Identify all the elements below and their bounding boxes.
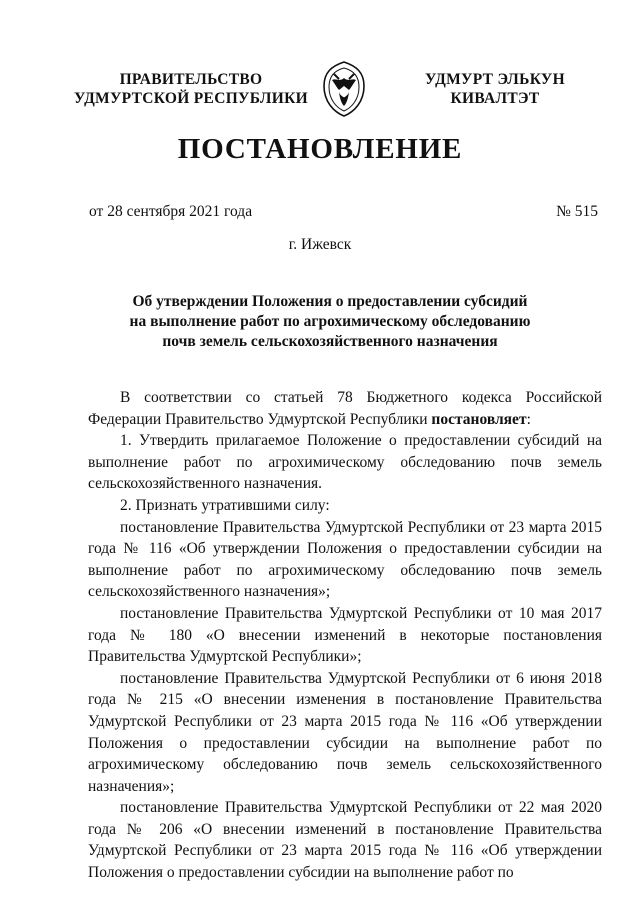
coat-of-arms-icon [320,60,368,118]
issuer-line-2: УДМУРТСКОЙ РЕСПУБЛИКИ [73,90,308,107]
document-title: ПОСТАНОВЛЕНИЕ [177,133,463,165]
issuer-line-1: ПРАВИТЕЛЬСТВО [119,71,263,88]
document-number: № 515 [556,203,598,220]
paragraph-item-2: 2. Признать утратившими силу: [120,496,330,514]
preamble-colon: : [526,410,531,428]
document-body [88,387,602,884]
paragraph-item-1: 1. Утвердить прилагаемое Положение о предоставлении субсидий на выполнение работ по агрохимическому обследованию почв земель сельскохозяйственного назначения. [88,432,602,493]
issuer-name-udmurt [395,70,595,108]
issuer-udmurt-line-2: КИВАЛТЭТ [450,90,540,107]
issuer-name-russian [66,70,316,108]
paragraph-repealed-3: постановление Правительства Удмуртской Республики от 6 июня 2018 года № 215 «О внесении изменения в постановление Правительства Удмуртской Республики от 23 марта 2015 года № 116 «Об утверждении Положения о предоставлении субсидии на выполнение работ по агрохимическому обследованию почв земель сельскохозяйственного назначения»; [88,669,602,795]
document-city: г. Ижевск [288,236,352,253]
preamble-keyword: постановляет [431,410,527,428]
document-date: от 28 сентября 2021 года [89,203,253,220]
preamble-text: В соответствии со статьей 78 Бюджетного кодекса Российской Федерации Правительство Удмуртской Республики [88,389,602,428]
issuer-udmurt-line-1: УДМУРТ ЭЛЬКУН [425,71,565,88]
paragraph-repealed-4: постановление Правительства Удмуртской Республики от 22 мая 2020 года № 206 «О внесении изменений в постановление Правительства Удмуртской Республики от 23 марта 2015 года № 116 «Об утверждении Положения о предоставлении субсидии на выполнение работ по [88,799,602,882]
document-subject [100,292,560,352]
paragraph-repealed-2: постановление Правительства Удмуртской Республики от 10 мая 2017 года № 180 «О внесении изменений в некоторые постановления Правительства Удмуртской Республики»; [88,604,602,666]
paragraph-repealed-1: постановление Правительства Удмуртской Республики от 23 марта 2015 года № 116 «Об утверждении Положения о предоставлении субсидии на выполнение работ по агрохимическому обследованию почв земель сельскохозяйственного назначения»; [88,518,602,601]
subject-line-1: Об утверждении Положения о предоставлении субсидий [132,293,528,310]
paragraph-preamble [88,387,602,430]
subject-line-3: почв земель сельскохозяйственного назначения [162,333,498,350]
subject-line-2: на выполнение работ по агрохимическому обследованию [129,313,531,330]
